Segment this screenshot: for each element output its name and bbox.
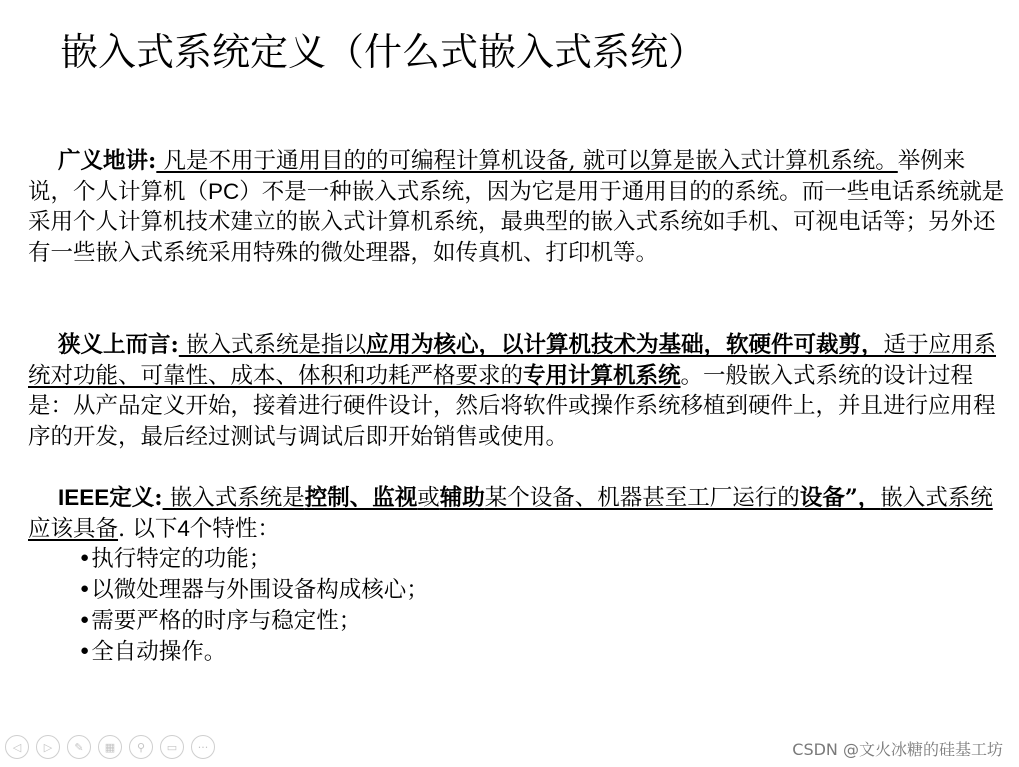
narrow-underlined-2: 适于应用系统对功能、可靠性、成本、体积和功耗严格要求的 <box>28 332 996 389</box>
feature-list <box>78 544 429 668</box>
list-item: •全自动操作。 <box>78 639 227 665</box>
ieee-label-a: IEEE <box>58 485 110 510</box>
broad-text-b: ）不是一种嵌入式系统，因为它是用于通用目的的系统。而一些电话系统就是采用个人计算机技术建立的嵌入式计算机系统，最典型的嵌入式系统如手机、可视电话等；另外还有一些嵌入式系统采用特殊的微处理器，如传真机、打印机等。 <box>28 178 1005 266</box>
narrow-rest: 。一般嵌入式系统的设计过程是：从产品定义开始，接着进行硬件设计，然后将软件或操作系统移植到硬件上，并且进行应用程序的开发，最后经过测试与调试后即开始销售或使用。 <box>28 362 996 450</box>
paragraph-narrow-definition <box>28 330 1010 452</box>
ieee-tail-num: 4 <box>177 515 190 541</box>
narrow-label: 狭义上而言: <box>58 332 179 358</box>
narrow-bold-2: 专用计算机系统 <box>523 362 681 389</box>
paragraph-ieee-definition <box>28 483 1010 544</box>
zoom-icon[interactable]: ⚲ <box>129 735 153 759</box>
pen-icon[interactable]: ✎ <box>67 735 91 759</box>
ieee-label-b: 定义: <box>109 485 163 511</box>
broad-text-a: 举例来说，个人计算机（ <box>28 148 966 205</box>
broad-underlined-text: 凡是不用于通用目的的可编程计算机设备, 就可以算是嵌入式计算机系统。 <box>156 148 898 174</box>
ieee-underlined-2: 或 <box>417 485 440 511</box>
slides-icon[interactable]: ▦ <box>98 735 122 759</box>
ieee-underlined-4: 嵌入式系统应该具备 <box>28 485 993 542</box>
ieee-tail-b: 个特性： <box>189 515 280 542</box>
prev-icon[interactable]: ◁ <box>5 735 29 759</box>
more-icon[interactable]: ··· <box>191 735 215 759</box>
narrow-bold-1: 应用为核心，以计算机技术为基础，软硬件可裁剪， <box>365 332 884 358</box>
pc-text: PC <box>208 178 240 204</box>
paragraph-broad-definition <box>28 146 1010 268</box>
ieee-bold-1: 控制、监视 <box>304 485 418 511</box>
ieee-bold-2: 辅助 <box>439 485 485 511</box>
watermark: CSDN @文火冰糖的硅基工坊 <box>792 740 1003 759</box>
list-item: •需要严格的时序与稳定性； <box>78 608 362 634</box>
ieee-underlined-3: 某个设备、机器甚至工厂运行的 <box>484 485 800 511</box>
page-title: 嵌入式系统定义（什么式嵌入式系统） <box>60 30 707 74</box>
broad-label: 广义地讲: <box>58 148 157 174</box>
ieee-underlined-1: 嵌入式系统是 <box>162 485 305 511</box>
screen-icon[interactable]: ▭ <box>160 735 184 759</box>
list-item: •执行特定的功能； <box>78 546 272 572</box>
next-icon[interactable]: ▷ <box>36 735 60 759</box>
slideshow-toolbar <box>5 735 215 759</box>
ieee-bold-3: 设备”， <box>799 485 881 511</box>
narrow-underlined-1: 嵌入式系统是指以 <box>178 332 366 358</box>
list-item: •以微处理器与外围设备构成核心； <box>78 577 429 603</box>
ieee-tail-a: . 以下 <box>118 515 178 542</box>
